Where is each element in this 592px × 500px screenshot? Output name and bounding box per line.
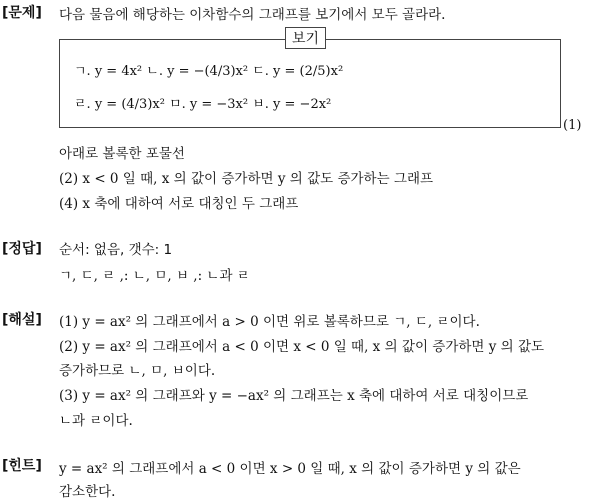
answer-values-line: ㄱ, ㄷ, ㄹ ,: ㄴ, ㅁ, ㅂ ,: ㄴ과 ㄹ xyxy=(59,268,250,284)
explanation-line-4: (3) y = ax² 의 그래프와 y = −ax² 의 그래프는 x 축에 대하여 서로 대칭이므로 xyxy=(59,388,529,404)
choices-row-2: ㄹ. y = (4/3)x² ㅁ. y = −3x² ㅂ. y = −2x² xyxy=(74,97,332,112)
answer-count-line: 순서: 없음, 갯수: 1 xyxy=(59,242,173,258)
explanation-line-5: ㄴ과 ㄹ이다. xyxy=(59,413,133,429)
hint-tag: [힌트] xyxy=(2,458,42,474)
problem-question: 다음 물음에 해당하는 이차함수의 그래프를 보기에서 모두 골라라. xyxy=(59,7,446,23)
answer-tag: [정답] xyxy=(2,241,42,257)
explanation-line-1: (1) y = ax² 의 그래프에서 a > 0 이면 위로 볼록하므로 ㄱ, ㄷ, ㄹ이다. xyxy=(59,314,480,330)
hint-line-1: y = ax² 의 그래프에서 a < 0 이면 x > 0 일 때, x 의 값이 증가하면 y 의 값은 xyxy=(59,461,521,477)
explanation-line-2: (2) y = ax² 의 그래프에서 a < 0 이면 x < 0 일 때, x 의 값이 증가하면 y 의 값도 xyxy=(59,339,545,355)
choices-row-1: ㄱ. y = 4x² ㄴ. y = −(4/3)x² ㄷ. y = (2/5)x² xyxy=(74,64,344,79)
choices-box xyxy=(59,39,561,128)
problem-tag: [문제] xyxy=(2,5,42,21)
sub-question-4: (4) x 축에 대하여 서로 대칭인 두 그래프 xyxy=(59,196,299,212)
sub-question-1: 아래로 볼록한 포물선 xyxy=(59,146,185,162)
sub-question-2: (2) x < 0 일 때, x 의 값이 증가하면 y 의 값도 증가하는 그래프 xyxy=(59,171,434,187)
explanation-tag: [해설] xyxy=(2,312,42,328)
hint-line-2: 감소한다. xyxy=(59,484,116,500)
sub-question-marker: (1) xyxy=(563,118,582,133)
explanation-line-3: 증가하므로 ㄴ, ㅁ, ㅂ이다. xyxy=(59,363,216,379)
choices-box-title: 보기 xyxy=(285,27,326,49)
